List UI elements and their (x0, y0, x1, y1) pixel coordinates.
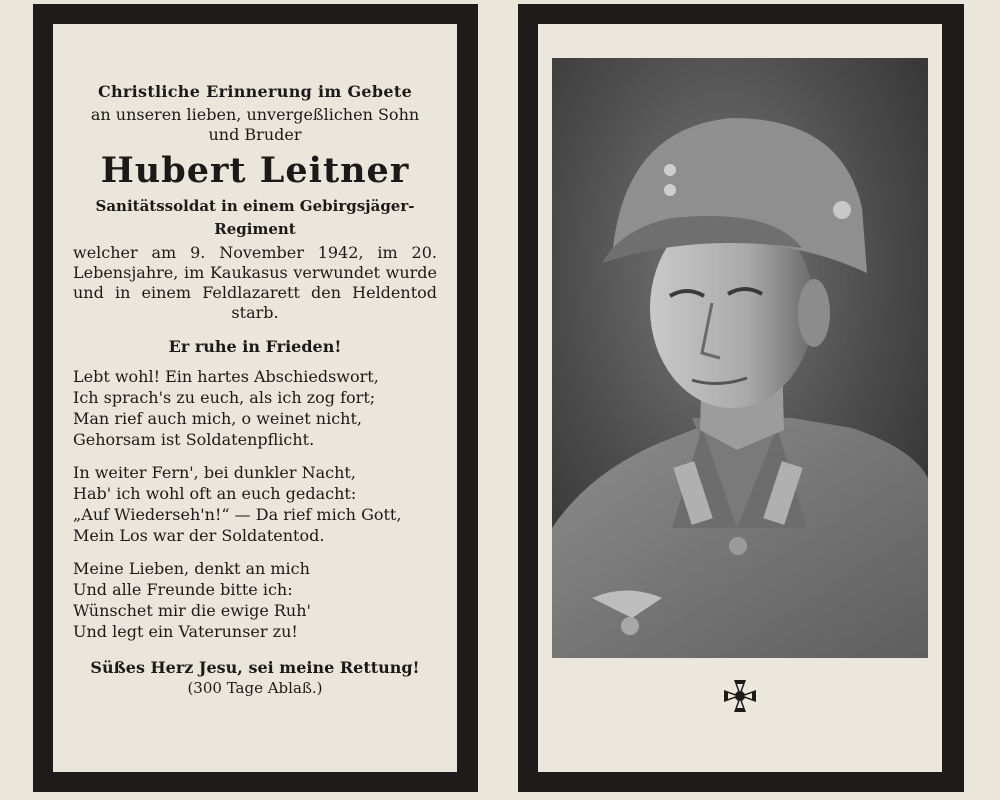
intro-line-2: und Bruder (208, 125, 302, 144)
indulgence-note: (300 Tage Ablaß.) (187, 679, 323, 697)
poem-line: Und legt ein Vaterunser zu! (73, 622, 298, 641)
poem-stanza-1 (73, 366, 439, 450)
photo-panel-border (518, 4, 964, 792)
poem-line: Ich sprach's zu euch, als ich zog fort; (73, 388, 376, 407)
iron-cross-icon (720, 676, 760, 716)
rest-in-peace-line: Er ruhe in Frieden! (168, 337, 342, 356)
poem-line: Lebt wohl! Ein hartes Abschiedswort, (73, 367, 379, 386)
poem-line: Man rief auch mich, o weinet nicht, (73, 409, 362, 428)
portrait-illustration (552, 58, 928, 658)
biography-text: welcher am 9. November 1942, im 20. Lebensjahre, im Kaukasus verwundet wurde und in einem Feldlazarett den Heldentod starb. (73, 243, 437, 322)
poem-line: Und alle Freunde bitte ich: (73, 580, 293, 599)
text-panel (53, 24, 457, 772)
poem-line: Hab' ich wohl oft an euch gedacht: (73, 484, 357, 503)
photo-panel (538, 24, 942, 772)
text-panel-border (33, 4, 478, 792)
card-heading: Christliche Erinnerung im Gebete (97, 82, 413, 101)
closing-prayer: Süßes Herz Jesu, sei meine Rettung! (90, 658, 420, 677)
poem-line: „Auf Wiederseh'n!“ — Da rief mich Gott, (73, 505, 402, 524)
soldier-portrait-photo (552, 58, 928, 658)
rank-line-2: Regiment (214, 220, 296, 238)
poem-line: Wünschet mir die ewige Ruh' (73, 601, 311, 620)
poem-stanza-3 (73, 558, 439, 642)
intro-line-1: an unseren lieben, unvergeßlichen Sohn (90, 105, 420, 124)
poem-line: Mein Los war der Soldatentod. (73, 526, 325, 545)
poem-line: Meine Lieben, denkt an mich (73, 559, 310, 578)
deceased-name: Hubert Leitner (100, 150, 410, 191)
poem-line: In weiter Fern', bei dunkler Nacht, (73, 463, 356, 482)
rank-line-1: Sanitätssoldat in einem Gebirgsjäger- (95, 197, 415, 215)
poem-line: Gehorsam ist Soldatenpflicht. (73, 430, 315, 449)
poem-stanza-2 (73, 462, 439, 546)
